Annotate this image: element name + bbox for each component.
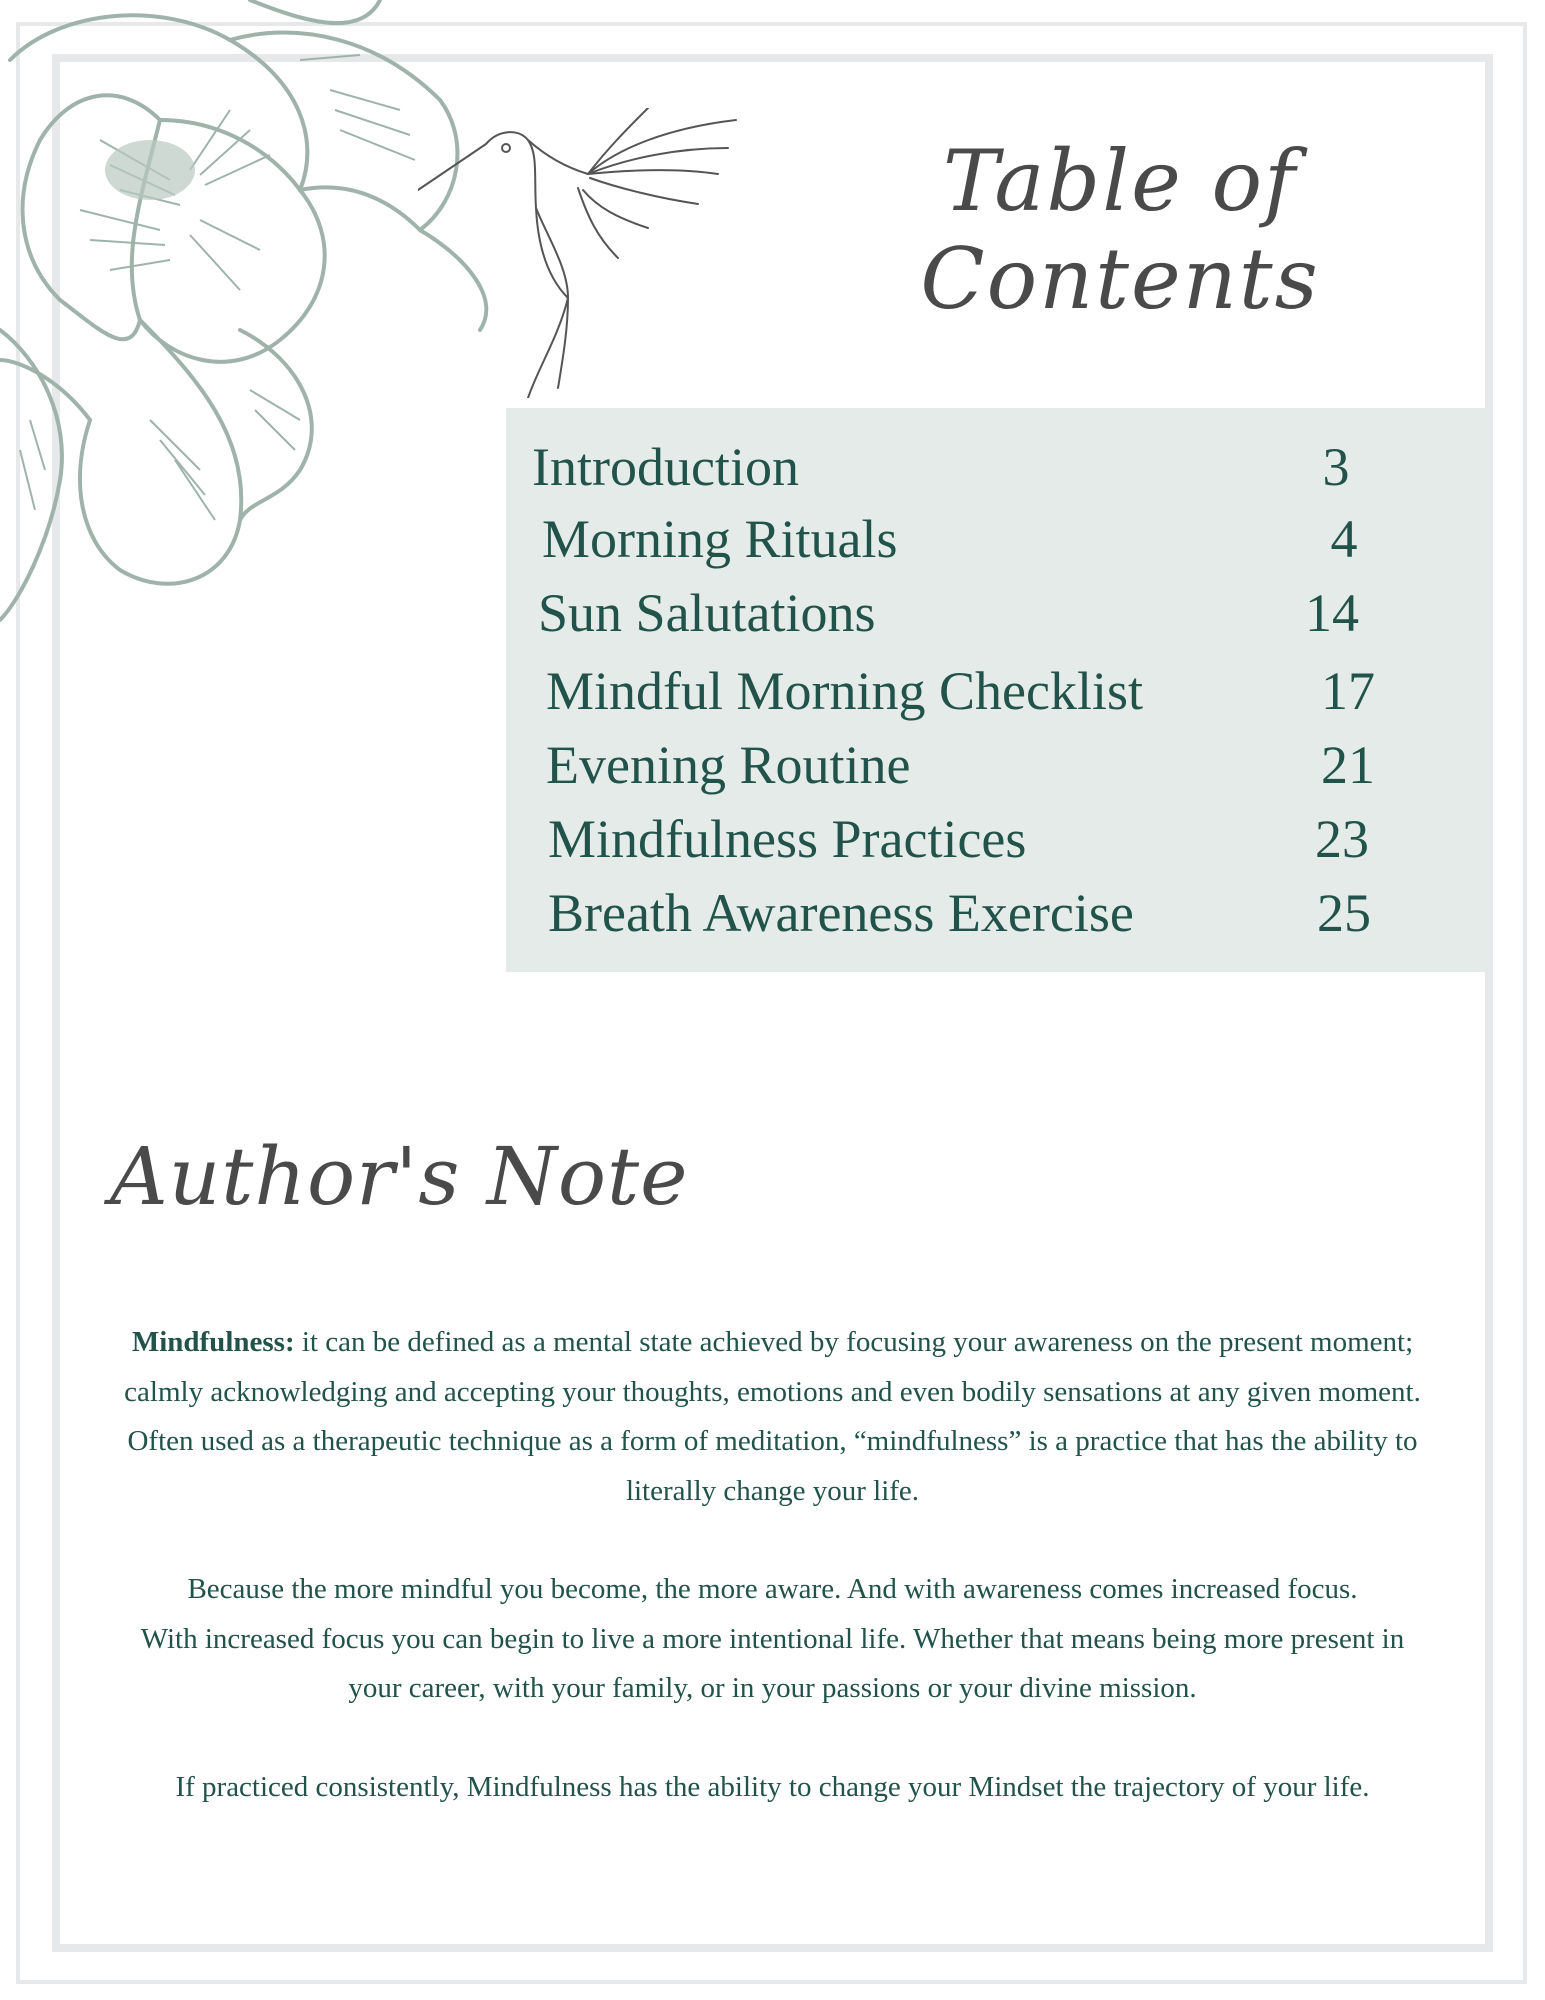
- hummingbird-illustration: [418, 108, 738, 398]
- toc-entry[interactable]: [506, 508, 1488, 574]
- note-paragraph: Because the more mindful you become, the more aware. And with awareness comes increased focus.: [187, 1573, 1358, 1605]
- note-text: it can be defined as a mental state achieved by focusing your awareness on the present moment; calmly acknowledging and accepting your thoughts, emotions and even bodily sensations at any given moment. Often used as a therapeutic technique as a form of meditation, “mindfulness” is a practice that has the ability to literally change your life.: [124, 1326, 1421, 1507]
- toc-entry-label: Breath Awareness Exercise: [548, 883, 1134, 943]
- toc-entry-label: Mindful Morning Checklist: [546, 661, 1143, 721]
- toc-entry-label: Introduction: [532, 437, 799, 497]
- toc-entry[interactable]: [506, 436, 1488, 502]
- toc-entry-page: 4: [1330, 509, 1358, 569]
- toc-entry-page: 23: [1315, 809, 1369, 869]
- toc-entry-label: Evening Routine: [546, 735, 911, 795]
- note-term: Mindfulness:: [131, 1326, 295, 1358]
- toc-entry[interactable]: [506, 660, 1488, 726]
- toc-entry[interactable]: [506, 808, 1488, 874]
- note-paragraph: [120, 1318, 1425, 1516]
- toc-entry-page: 17: [1321, 661, 1375, 721]
- toc-entry[interactable]: [506, 582, 1488, 648]
- toc-title: Table of Contents: [920, 132, 1320, 328]
- toc-entry-label: Mindfulness Practices: [548, 809, 1027, 869]
- toc-entry-label: Morning Rituals: [542, 509, 898, 569]
- toc-entry-page: 14: [1305, 583, 1359, 643]
- note-paragraph: With increased focus you can begin to live a more intentional life. Whether that means being more present in your career, with your family, or in your passions or your divine mission.: [140, 1622, 1405, 1704]
- note-paragraph: If practiced consistently, Mindfulness has the ability to change your Mindset the trajectory of your life.: [175, 1770, 1370, 1803]
- toc-entry[interactable]: [506, 882, 1488, 948]
- toc-entry-page: 21: [1321, 735, 1375, 795]
- toc-entry[interactable]: [506, 734, 1488, 800]
- toc-panel: [506, 408, 1488, 972]
- toc-entry-label: Sun Salutations: [538, 583, 876, 643]
- toc-entry-page: 3: [1322, 437, 1350, 497]
- authors-note-body: [120, 1318, 1425, 1812]
- toc-entry-page: 25: [1317, 883, 1371, 943]
- authors-note-title: Author's Note: [110, 1130, 689, 1223]
